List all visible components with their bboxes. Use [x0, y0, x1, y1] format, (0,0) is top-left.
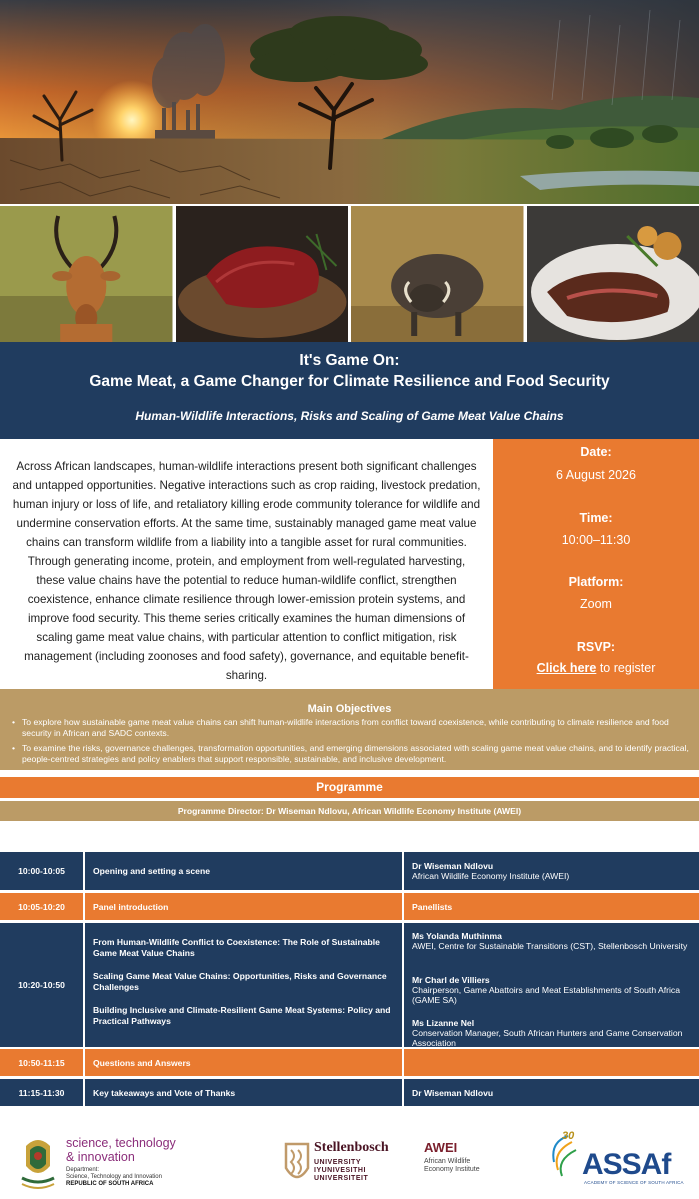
- panellist: [412, 1018, 692, 1047]
- su-line: IYUNIVESITHI: [314, 1167, 366, 1174]
- footer-logos: [0, 1118, 699, 1199]
- stellenbosch-crest-icon: [284, 1140, 310, 1186]
- platform-value: Zoom: [580, 597, 612, 611]
- row-time: 10:05-10:20: [0, 893, 83, 920]
- row-speaker: [404, 852, 699, 890]
- platform-label: Platform:: [568, 575, 624, 589]
- dsti-department: [66, 1167, 236, 1181]
- programme-director: Programme Director: Dr Wiseman Ndlovu, African Wildlife Economy Institute (AWEI): [0, 801, 699, 821]
- raw-meat-photo: [176, 206, 349, 342]
- panel-topic: From Human-Wildlife Conflict to Coexistence: The Role of Sustainable Game Meat Value Chains: [93, 937, 380, 958]
- hero-landscape-image: [0, 0, 699, 204]
- time-label: Time:: [579, 511, 613, 525]
- row-time: 10:20-10:50: [0, 923, 83, 1047]
- awei-logo: [424, 1140, 524, 1190]
- rsvp-label: RSVP:: [576, 640, 616, 654]
- dsti-dept-name: Science, Technology and Innovation: [66, 1174, 162, 1180]
- coat-of-arms-icon: [18, 1132, 58, 1192]
- row-time: 10:50-11:15: [0, 1049, 83, 1076]
- photo-strip: [0, 206, 699, 342]
- assaf-full-name: ACADEMY OF SCIENCE OF SOUTH AFRICA: [584, 1180, 684, 1185]
- speaker-name: Ms Yolanda Muthinma: [412, 931, 502, 941]
- stellenbosch-logo: [284, 1140, 424, 1190]
- page-title-line2: Game Meat, a Game Changer for Climate Resilience and Food Security: [89, 373, 610, 390]
- date-label: Date:: [580, 445, 612, 459]
- objectives-title: Main Objectives: [307, 703, 392, 715]
- title-band: [0, 342, 699, 439]
- warthog-photo: [351, 206, 524, 342]
- speaker-name: Mr Charl de Villiers: [412, 975, 490, 985]
- row-topic: Questions and Answers: [85, 1049, 402, 1076]
- date-value: 6 August 2026: [556, 468, 636, 482]
- awei-line: Economy Institute: [424, 1166, 480, 1173]
- awei-line: African Wildlife: [424, 1158, 471, 1165]
- objective-item: • To examine the risks, governance challenges, transformation opportunities, and emerging dimensions associated with scaling game meat value chains, and to identify practical, people-centred strategies and policy enablers that support responsible, sustainable, and inclusive development.: [14, 743, 690, 765]
- row-topic: Panel introduction: [85, 893, 402, 920]
- panellist: [412, 975, 692, 1005]
- table-row: [0, 893, 699, 920]
- su-line: UNIVERSITEIT: [314, 1175, 369, 1182]
- table-row: [0, 1079, 699, 1106]
- row-speaker: Panellists: [404, 893, 699, 920]
- objectives-section: [0, 689, 699, 770]
- speaker-name: Ms Lizanne Nel: [412, 1018, 475, 1028]
- row-topic: Key takeaways and Vote of Thanks: [85, 1079, 402, 1106]
- page-subtitle: Human-Wildlife Interactions, Risks and Scaling of Game Meat Value Chains: [135, 409, 564, 423]
- su-line: UNIVERSITY: [314, 1159, 362, 1166]
- table-row: [0, 1049, 699, 1076]
- awei-full-name: [424, 1158, 514, 1174]
- assaf-years: 30: [562, 1130, 575, 1142]
- awei-name: AWEI: [424, 1140, 458, 1155]
- row-speaker: Dr Wiseman Ndlovu: [404, 1079, 699, 1106]
- speaker-affiliation: African Wildlife Economy Institute (AWEI): [412, 871, 570, 881]
- dsti-dept-label: Department:: [66, 1167, 100, 1173]
- stellenbosch-name: Stellenbosch: [314, 1140, 389, 1155]
- rsvp-link[interactable]: Click here: [536, 661, 597, 675]
- dsti-logo: [18, 1132, 238, 1192]
- dsti-country: REPUBLIC OF SOUTH AFRICA: [66, 1181, 154, 1187]
- panel-topic: Building Inclusive and Climate-Resilient Game Meat Systems: Policy and Practical Pathways: [93, 1005, 391, 1026]
- objective-item: • To explore how sustainable game meat value chains can shift human-wildlife interactions from conflict toward coexistence, while contributing to climate resilience and food security in African and SADC contexts.: [14, 717, 690, 739]
- dsti-name-line2: & innovation: [66, 1150, 135, 1164]
- cooked-steak-photo: [527, 206, 699, 342]
- programme-heading: Programme: [0, 777, 699, 798]
- page-title-line1: It's Game On:: [299, 352, 400, 369]
- panellist: [412, 931, 692, 951]
- time-value: 10:00–11:30: [561, 533, 631, 547]
- speaker-name: Dr Wiseman Ndlovu: [412, 861, 494, 871]
- row-speaker: [404, 1049, 699, 1076]
- speaker-affiliation: AWEI, Centre for Sustainable Transitions (CST), Stellenbosch University: [412, 941, 688, 951]
- row-time: 10:00-10:05: [0, 852, 83, 890]
- antelope-photo: [0, 206, 173, 342]
- row-topic: Opening and setting a scene: [85, 852, 402, 890]
- panel-topic: Scaling Game Meat Value Chains: Opportunities, Risks and Governance Challenges: [93, 971, 387, 992]
- table-row: [0, 923, 699, 1047]
- event-details-panel: [493, 439, 699, 689]
- rsvp-line: [493, 661, 699, 675]
- row-topic: [85, 923, 402, 1047]
- rsvp-suffix: to register: [596, 661, 656, 675]
- speaker-affiliation: Chairperson, Game Abattoirs and Meat Establishments of South Africa (GAME SA): [412, 985, 680, 1005]
- assaf-logo: [548, 1130, 688, 1192]
- dsti-name-line1: science, technology: [66, 1136, 176, 1150]
- assaf-name: ASSAf: [582, 1148, 671, 1181]
- speaker-affiliation: Conservation Manager, South African Hunters and Game Conservation Association: [412, 1028, 683, 1047]
- intro-paragraph: Across African landscapes, human-wildlife interactions present both significant challenges and untapped opportunities. Negative interactions such as crop raiding, livestock predation, human injury or loss of life, and retaliatory killing erode community tolerance for wildlife and undermine conservation efforts. At the same time, sustainably managed game meat value chains can transform wildlife from a liability into a tangible asset for rural communities. Through generating income, protein, and employment from well-regulated harvesting, these value chains have the potential to reduce human-wildlife conflict, strengthen coexistence, enhance climate resilience through lower-emission protein systems, and improve food security. This theme series critically examines the human dimensions of scaling game meat value chains, with particular attention to conflict mitigation, risk management (including zoonoses and food safety), governance, and equitable benefit-sharing.: [12, 460, 481, 682]
- row-speaker: [404, 923, 699, 1047]
- row-time: 11:15-11:30: [0, 1079, 83, 1106]
- table-row: [0, 852, 699, 890]
- stellenbosch-subtitle: [314, 1159, 368, 1183]
